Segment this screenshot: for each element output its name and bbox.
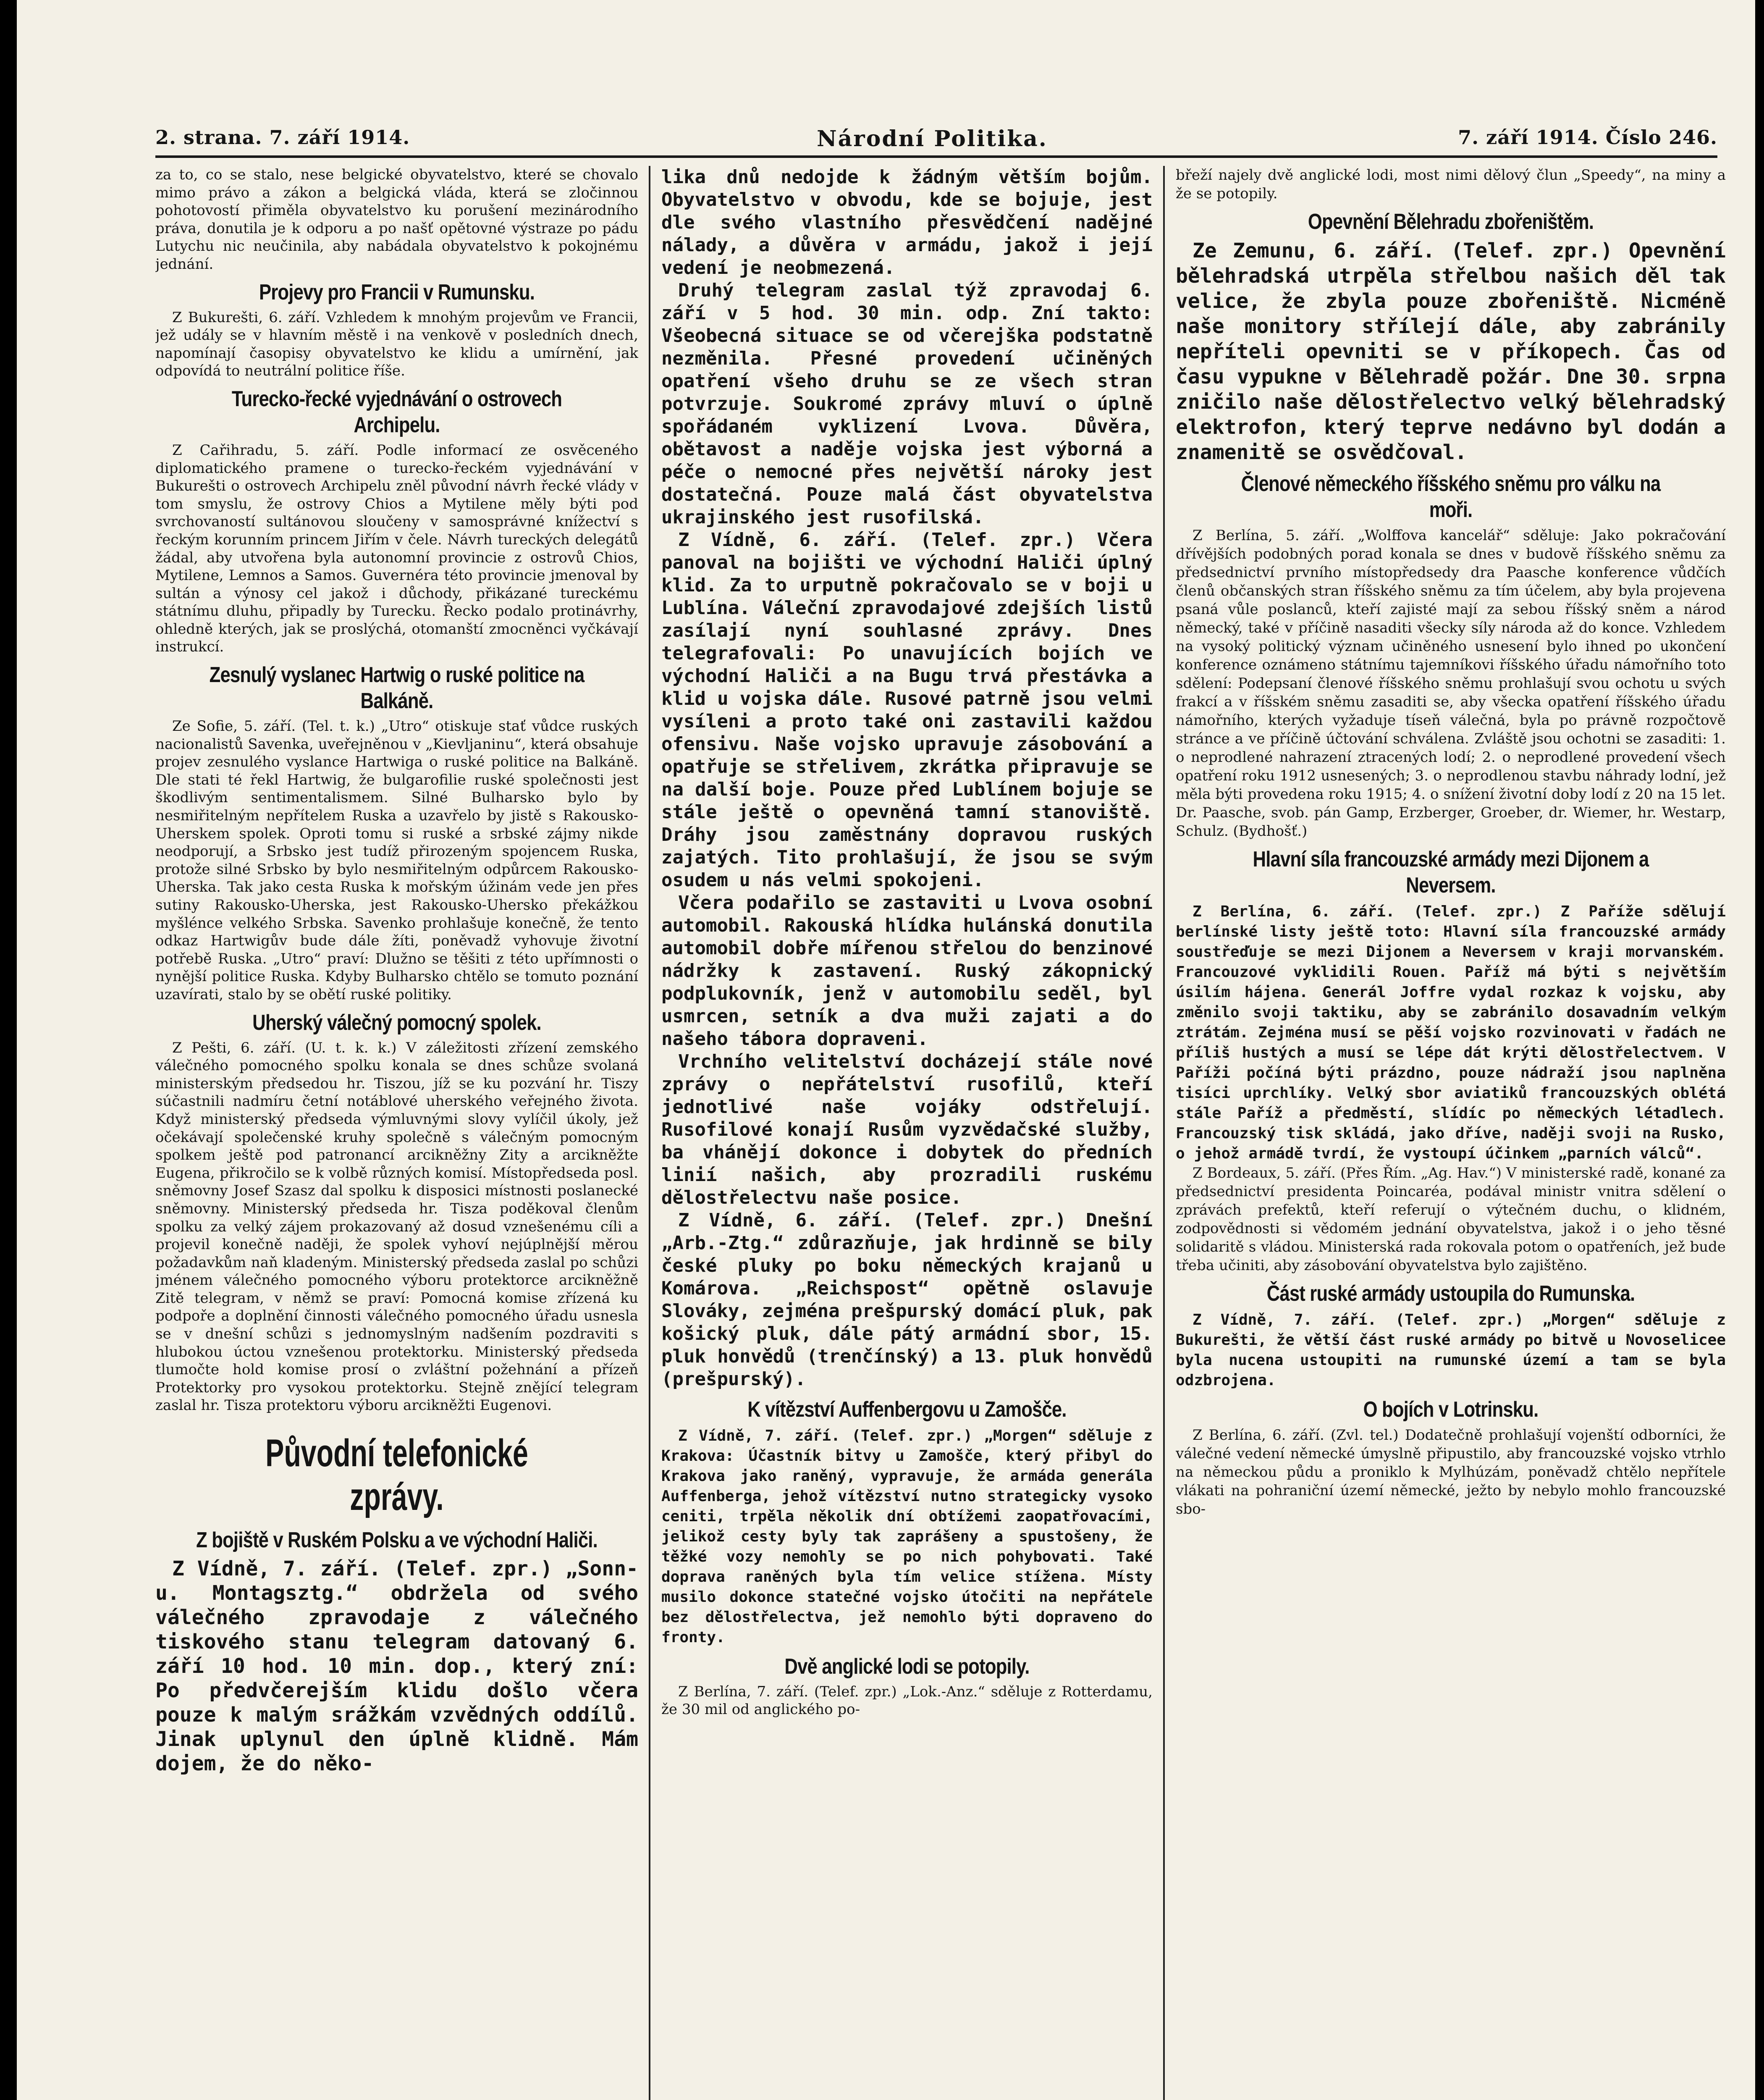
article-headline: Turecko-řecké vyjednávání o ostrovech Archipelu. <box>231 386 562 437</box>
article-text: Z Pešti, 6. září. (U. t. k. k.) V záležitosti zřízení zemského válečného pomocného spolku konala se dnes schůze svolaná ministerským předsedou hr. Tiszou, jíž se ku pozvání hr. Tiszy súčastnili nadmíru četní notáblové uherského veřejného života. Když ministerský předseda výmluvnými slovy vylíčil úkoly, jež očekávají společenské kruhy společně s válečným pomocným spolkem ještě pod patronancí arcikněžny Zity a arcikněžte Eugena, přikročilo se k volbě různých komisí. Místopředseda posl. sněmovny Josef Szasz dal spolku k disposici místnosti poslanecké sněmovny. Ministerský předseda hr. Tisza poděkoval členům spolku za velký zájem prokazovaný až dosud vznešenému cíli a projevil konečně naději, že spolek vyhoví nejúplnější měrou požadavkům naň kladeným. Ministerský předseda zaslal po schůzi jménem válečného pomocného výboru protektorce arcikněžně Zitě telegram, v němž se praví: Pomocná komise zřízená ku podpoře a doplnění činnosti válečného pomocného úřadu usnesla se v dnešní schůzi s jednomyslným nadšením pozdraviti s hlubokou úctou vznešenou protektorku. Ministerský předseda tlumočte hold komise prosí o zvláštní požehnání a přízeň Protektorky pro vysokou protektorku. Stejně znějící telegram zaslal hr. Tisza protektoru výboru arcikněžti Eugenovi. <box>155 1039 638 1414</box>
article-headline: Opevnění Bělehradu zbořeništěm. <box>1308 210 1594 234</box>
article-text: Z Vídně, 6. září. (Telef. zpr.) Dnešní „Arb.-Ztg.“ zdůrazňuje, jak hrdinně se bily české pluky po boku německých krajanů u Komárova. „Reichspost“ opětně oslavuje Slováky, zejména prešpurský domácí pluk, pak košický pluk, dále pátý armádní sbor, 15. pluk honvědů (trenčínský) a 13. pluk honvědů (prešpurský). <box>661 1210 1153 1390</box>
article-text: Druhý telegram zaslal týž zpravodaj 6. září v 5 hod. 30 min. odp. Zní takto: Všeobecná situace se od včerejška podstatně nezměnila. Přesné provedení učiněných opatření všeho druhu se ze všech stran potvrzuje. Soukromé zprávy mluví o úplně spořádaném vyklizení Lvova. Důvěra, obětavost a naděje vojska jest výborná a péče o nemocné přes největší nároky jest dostatečná. Pouze malá část obyvatelstva ukrajinského jest rusofilská. <box>661 280 1153 528</box>
column-divider <box>1163 166 1165 2100</box>
section-headline: Původní telefonické zprávy. <box>265 1432 528 1519</box>
article-headline: Zesnulý vyslanec Hartwig o ruské politice na Balkáně. <box>209 663 585 714</box>
article-headline: K vítězství Auffenbergovu u Zamošče. <box>747 1397 1067 1422</box>
article-headline: Hlavní síla francouzské armády mezi Dijonem a Neversem. <box>1253 847 1649 898</box>
column-2 <box>661 166 1153 2100</box>
article-headline: Dvě anglické lodi se potopily. <box>784 1654 1030 1679</box>
column-divider <box>649 166 650 2100</box>
column-3 <box>1176 166 1726 2100</box>
article-text: Z Vídně, 7. září. (Telef. zpr.) „Morgen“ sděluje z Bukurešti, že větší část ruské armády po bitvě u Novoselicee byla nucena ustoupiti na rumunské území a tam se byla odzbrojena. <box>1176 1311 1726 1389</box>
article-text: lika dnů nedojde k žádným větším bojům. Obyvatelstvo v obvodu, kde se bojuje, jest dle svého vlastního přesvědčení nadějné nálady, a důvěra v armádu, jakož i její vedení je neobmezená. <box>661 166 1153 278</box>
header-masthead: Národní Politika. <box>817 126 1048 152</box>
page-header <box>155 126 1717 158</box>
article-text: Z Vídně, 7. září. (Telef. zpr.) „Sonn- u. Montagsztg.“ obdržela od svého válečného zpravodaje z válečného tiskového stanu telegram datovaný 6. září 10 hod. 10 min. dop., který zní: Po předvčerejším klidu došlo včera pouze k malým srážkám vzvědných oddílů. Jinak uplynul den úplně klidně. Mám dojem, že do něko- <box>155 1557 638 1776</box>
article-headline: Část ruské armády ustoupila do Rumunska. <box>1266 1281 1635 1306</box>
article-text: Z Bordeaux, 5. září. (Přes Řím. „Ag. Hav.“) V ministerské radě, konané za předsednictví presidenta Poincaréa, podával ministr vnitra sdělení o zprávách prefektů, kteří referují o výtečném duchu, o klidném, zodpovědnosti si vědomém jednání obyvatelstva, jakož i o jeho těsné solidaritě s vládou. Ministerská rada rokovala potom o opatřeních, jež bude třeba učiniti, aby zásobování obyvatelstva bylo zajištěno. <box>1176 1165 1726 1274</box>
header-page-date: 2. strana. 7. září 1914. <box>155 126 410 149</box>
article-headline: Uherský válečný pomocný spolek. <box>252 1010 541 1035</box>
article-text: Z Vídně, 7. září. (Telef. zpr.) „Morgen“ sděluje z Krakova: Účastník bitvy u Zamošče, který přibyl do Krakova jako raněný, vypravuje, že armáda generála Auffenberga, jehož vítězství nutno strategicky vysoko ceniti, trpěla několik dní obtížemi zaopatřovacími, jelikož cesty byly tak zaprášeny a spustošeny, že těžké vozy nemohly se po nich pohybovati. Také doprava raněných byla tím velice stížena. Místy musilo dokonce statečné vojsko útočiti na nepřátele bez dělostřelectva, jež nemohlo býti dopraveno do fronty. <box>661 1427 1153 1646</box>
article-text: Včera podařilo se zastaviti u Lvova osobní automobil. Rakouská hlídka hulánská donutila automobil dobře mířenou střelou do benzinové nádržky k zastavení. Ruský zákopnický podplukovník, jenž v automobilu seděl, byl usmrcen, setník a dva muži zajati a do našeho tábora dopraveni. <box>661 892 1153 1050</box>
article-text: Ze Zemunu, 6. září. (Telef. zpr.) Opevnění bělehradská utrpěla střelbou našich děl tak velice, že zbyla pouze zbořeniště. Nicméně naše monitory střílejí dále, aby zabránily nepříteli opevniti se v příkopech. Čas od času vypukne v Bělehradě požár. Dne 30. srpna zničilo naše dělostřelectvo velký bělehradský elektrofon, který teprve nedávno byl dodán a znamenitě se osvědčoval. <box>1176 239 1726 464</box>
article-headline: Členové německého říšského sněmu pro válku na moři. <box>1241 472 1661 522</box>
newspaper-page <box>17 0 1755 2100</box>
article-headline: Projevy pro Francii v Rumunsku. <box>259 280 535 304</box>
article-text: Z Berlína, 6. září. (Telef. zpr.) Z Paříže sdělují berlínské listy ještě toto: Hlavní síla francouzské armády soustřeďuje se mezi Dijonem a Neversem v kraji morvanském. Francouzové vyklidili Rouen. Paříž má býti s největším úsilím hájena. Generál Joffre vydal rozkaz k vojsku, aby změnilo svoji taktiku, aby se zabránilo dosavadním velkým ztrátám. Zejména musí se pěší vojsko rozvinovati v řadách ne příliš hustých a musí se lépe dát krýti dělostřelectvem. V Paříži počíná býti prázdno, pouze nádraží jsou naplněna tisíci uprchlíky. Velký sbor aviatiků francouzských oblétá stále Paříž a předměstí, slídíc po německých létadlech. Francouzský tisk skládá, jako dříve, naději svoji na Rusko, o jehož armádě tvrdí, že vystoupí účinkem „parních válců“. <box>1176 903 1726 1162</box>
article-text: Z Berlína, 6. září. (Zvl. tel.) Dodatečně prohlašují vojenští odborníci, že válečné vedení německé úmyslně připustilo, aby francouzské vojsko vtrhlo na německou půdu a proniklo k Mylhúzám, poněvadž chtělo nepřítele vlákati na pohraniční území německé, ježto by nebylo mohlo francouzské sbo- <box>1176 1427 1726 1517</box>
article-text: Z Vídně, 6. září. (Telef. zpr.) Včera panoval na bojišti ve východní Haliči úplný klid. Za to urputně pokračovalo se v boji u Lublína. Váleční zpravodajové zdejších listů zasílají nyní souhlasné zprávy. Dnes telegrafovali: Po unavujících bojích ve východní Haliči a na Bugu trvá přestávka a klid u vojska dále. Rusové patrně jsou velmi vysíleni a proto také oni zastavili každou ofensivu. Naše vojsko upravuje zásobování a opatřuje se střelivem, zkrátka připravuje se na další boje. Pouze před Lublínem bojuje se stále ještě o opevněná tamní stanoviště. Dráhy jsou zaměstnány dopravou ruských zajatých. Tito prohlašují, že jsou se svým osudem u nás velmi spokojeni. <box>661 529 1153 891</box>
article-text: Z Bukurešti, 6. září. Vzhledem k mnohým projevům ve Francii, jež udály se v hlavním městě i na venkově v posledních dnech, napomínají časopisy obyvatelstvo ke klidu a umírnění, jak odpovídá to neutrální politice říše. <box>155 309 638 380</box>
header-issue-number: 7. září 1914. Číslo 246. <box>1458 126 1717 149</box>
article-text: břeží najely dvě anglické lodi, most nimi dělový člun „Speedy“, na miny a že se potopily. <box>1176 167 1726 202</box>
article-text: Z Cařihradu, 5. září. Podle informací ze osvěceného diplomatického pramene o turecko-řeckém vyjednávání v Bukurešti o ostrovech Archipelu zněl původní návrh řecké vlády v tom smyslu, že ostrovy Chios a Mytilene měly býti pod svrchovaností sultánovou sloučeny v samosprávné knížectví s řeckým korunním princem Jiřím v čele. Návrh tureckých delegátů žádal, aby utvořena byla autonomní provincie z ostrovů Chios, Mytilene, Lemnos a Samos. Guvernéra této provincie jmenoval by sultán a výnosy cel jakož i důchody, přikázané tureckému státnímu dluhu, připadly by Turecku. Řecko podalo protinávrhy, ohledně kterých, jak se proslýchá, otomanští zmocněnci vyčkávají instrukcí. <box>155 441 638 656</box>
article-text: Vrchního velitelství docházejí stále nové zprávy o nepřátelství rusofilů, kteří jednotlivé naše vojáky odstřelují. Rusofilové konají Rusům vyzvědačské služby, ba vhánějí dokonce i dobytek do předních linií našich, aby prozradili ruskému dělostřelectvu naše posice. <box>661 1051 1153 1208</box>
article-headline: Z bojiště v Ruském Polsku a ve východní Haliči. <box>196 1528 598 1553</box>
article-text: za to, co se stalo, nese belgické obyvatelstvo, které se chovalo mimo právo a zákon a belgická vláda, která se zločinnou pohotovostí přiměla obyvatelstvo ku porušení mezinárodního práva, donutila je k odporu a po našť opětovné výstraze po pádu Lutychu nic neučinila, aby nabádala obyvatelstvo k pokojnému jednání. <box>155 166 638 273</box>
article-text: Z Berlína, 7. září. (Telef. zpr.) „Lok.-Anz.“ sděluje z Rotterdamu, že 30 mil od anglického po- <box>661 1683 1153 1718</box>
column-1 <box>155 166 638 2100</box>
article-text: Ze Sofie, 5. září. (Tel. t. k.) „Utro“ otiskuje stať vůdce ruských nacionalistů Savenka, uveřejněnou v „Kievljaninu“, která obsahuje projev zesnulého vyslance Hartwiga o ruské politice na Balkáně. Dle stati té řekl Hartwig, že bulgarofilie ruské společnosti jest škodlivým sentimentalismem. Silné Bulharsko bylo by nesmiřitelným nepřítelem Ruska a uzavřelo by jistě s Rakousko-Uherskem spolek. Oproti tomu si ruské a srbské zájmy nikde neodporují, a Srbsko jest tudíž přirozeným spojencem Ruska, protože silné Srbsko by bylo nesmiřitelným odpůrcem Rakousko-Uherska. Tak jako cesta Ruska k mořským úžinám vede jen přes sutiny Rakousko-Uherska, jest Rakousko-Uhersko překážkou myšlénce velkého Srbska. Savenko prohlašuje konečně, že tento odkaz Hartwigův bude dále žíti, poněvadž vyhovuje životní potřebě Ruska. „Utro“ praví: Dlužno se těšiti z této upřímnosti o nynější politice Ruska. Kdyby Bulharsko chtělo se tomuto poznání uzavírati, stalo by se obětí ruské politiky. <box>155 718 638 1003</box>
article-headline: O bojích v Lotrinsku. <box>1363 1397 1539 1422</box>
article-text: Z Berlína, 5. září. „Wolffova kancelář“ sděluje: Jako pokračování dřívějších podobných porad konala se dnes v budově říšského sněmu za předsednictví prvního místopředsedy dra Paasche konference vůdčích členů občanských stran říšského sněmu za tím účelem, aby byla projevena psaná vůle poslanců, kteří zajisté mají za sebou říšský sněm a národ německý, také v příčině nasaditi všecky síly národa až do konce. Vzhledem na vysoký politický význam učiněného usnesení bylo ihned po ukončení konference oznámeno státnímu tajemníkovi říšského úřadu námořního toto sdělení: Podepsaní členové říšského sněmu prohlašují svou ochotu u svých frakcí a v říšském sněmu zasaditi se, aby všecka opatření říšského úřadu námořního, kterých vyžaduje tíseň válečná, byla po právně rozpočtově stránce a ve příčině účtování schválena. Zvláště jsou ochotni se zasaditi: 1. o neprodlené nahrazení ztracených lodí; 2. o neprodlené provedení všech opatření roku 1912 usnesených; 3. o neprodlenou stavbu náhrady lodní, jež měla býti provedena roku 1915; 4. o snížení životní doby lodí z 20 na 15 let. Dr. Paasche, svob. pán Gamp, Erzberger, Groeber, dr. Wiemer, hr. Westarp, Schulz. (Bydhošť.) <box>1176 527 1726 840</box>
